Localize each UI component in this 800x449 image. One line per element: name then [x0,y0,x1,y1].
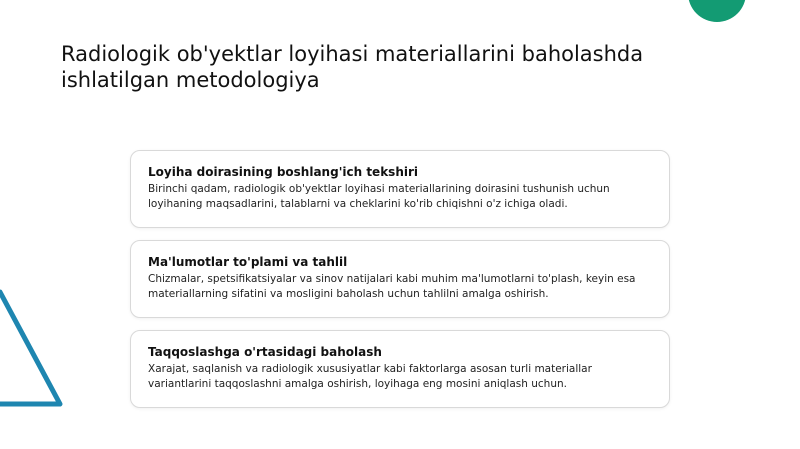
triangle-outline-shape [0,292,60,404]
card-heading: Ma'lumotlar to'plami va tahlil [148,255,348,269]
slide-title: Radiologik ob'yektlar loyihasi materiallarini baholashda ishlatilgan metodologiya [61,42,644,92]
methodology-card [130,240,670,318]
methodology-card-list [130,150,670,420]
methodology-card [130,330,670,408]
card-heading: Loyiha doirasining boshlang'ich tekshiri [148,165,418,179]
card-description: Chizmalar, spetsifikatsiyalar va sinov natijalari kabi muhim ma'lumotlarni to'plash, keyin esa materiallarning sifatini va mosligini baholash uchun tahlilni amalga oshirish. [148,273,636,300]
circle-decoration-icon [688,0,746,22]
methodology-card [130,150,670,228]
card-description: Birinchi qadam, radiologik ob'yektlar loyihasi materiallarining doirasini tushunish uchun loyihaning maqsadlarini, talablarni va cheklarini ko'rib chiqishni o'z ichiga oladi. [148,183,610,210]
card-heading: Taqqoslashga o'rtasidagi baholash [148,345,382,359]
card-description: Xarajat, saqlanish va radiologik xususiyatlar kabi faktorlarga asosan turli materiallar variantlarini taqqoslashni amalga oshirish, loyihaga eng mosini aniqlash uchun. [148,363,592,390]
triangle-decoration-icon [0,286,70,416]
